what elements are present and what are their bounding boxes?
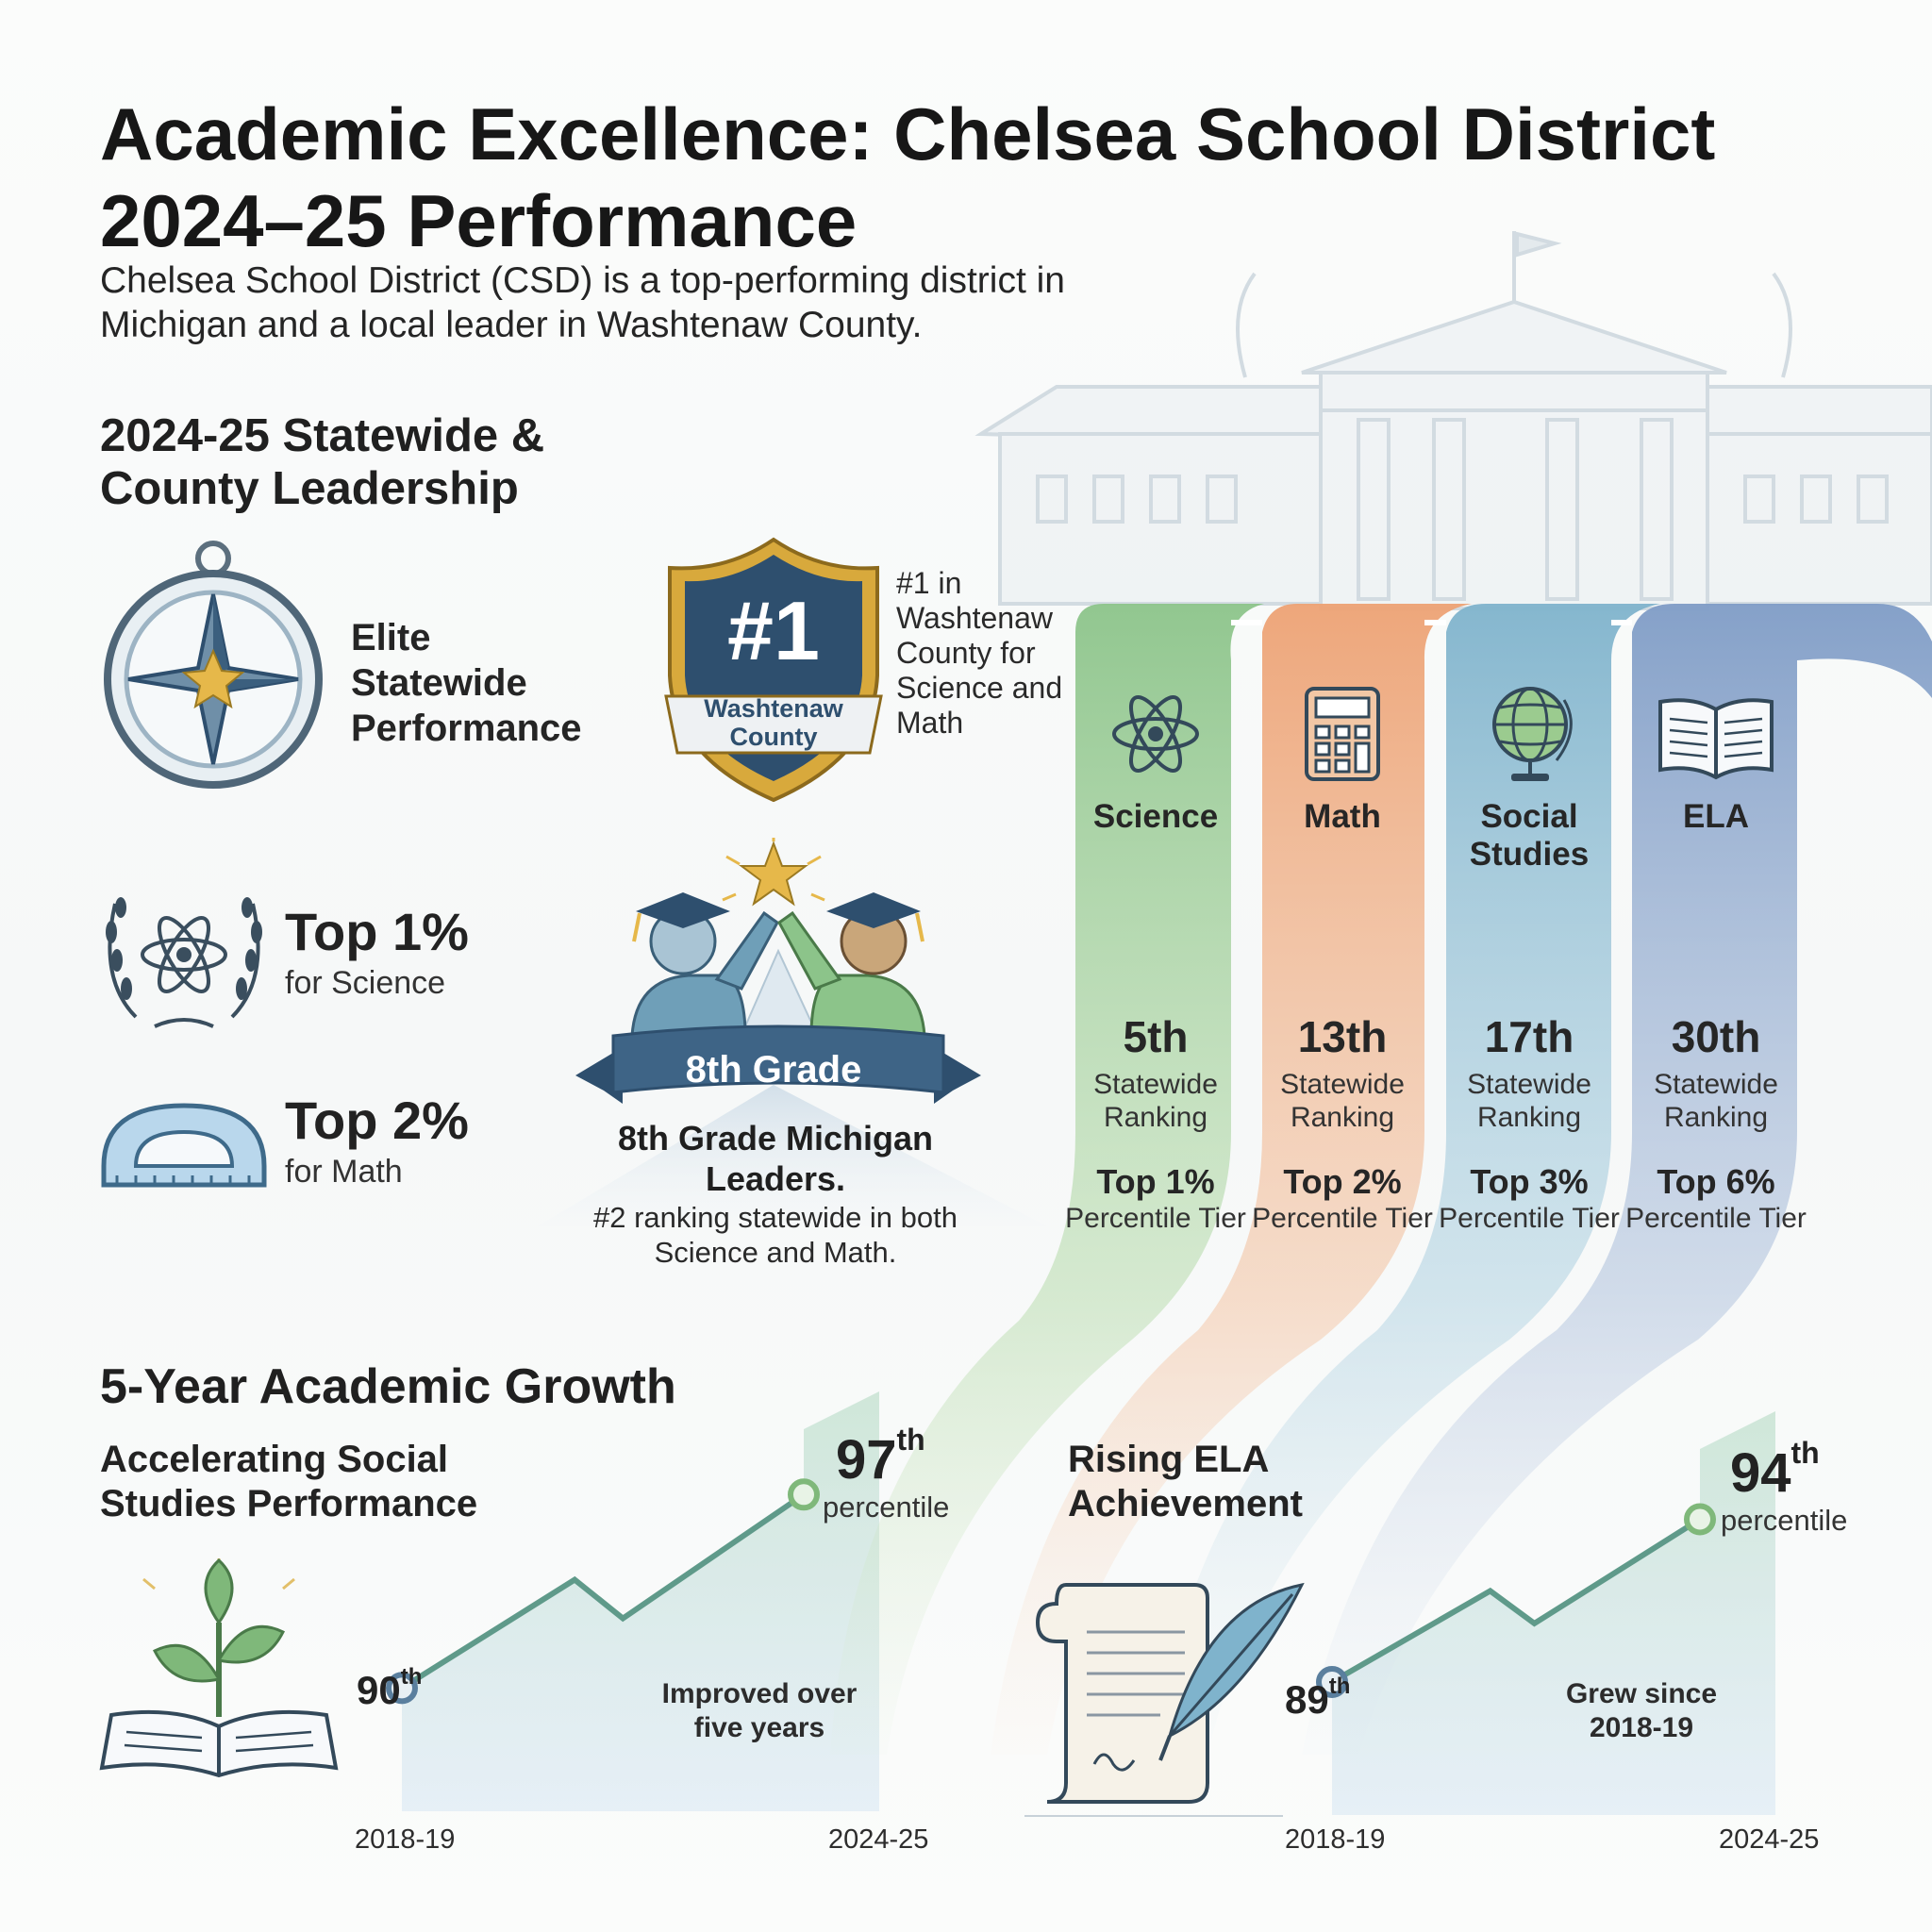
subject-rank-label: Statewide Ranking	[1654, 1069, 1778, 1133]
subject-tier-label: Percentile Tier	[1625, 1203, 1807, 1234]
grade8-subtitle: #2 ranking statewide in both Science and Math.	[592, 1201, 958, 1269]
ela-note: Grew since 2018-19	[1565, 1678, 1718, 1743]
intro-text: Chelsea School District (CSD) is a top-performing district in Michigan and a local leader in Washtenaw County.	[100, 260, 1065, 345]
social-studies-x-start: 2018-19	[355, 1824, 456, 1855]
social-studies-line	[402, 1494, 804, 1688]
ela-end-point	[1687, 1507, 1713, 1533]
subject-tier: Top 1%	[1096, 1162, 1215, 1201]
badge-side-text: #1 in Washtenaw County for Science and Math	[896, 566, 1063, 740]
subject-rank: 13th	[1297, 1012, 1388, 1061]
growth-heading: 5-Year Academic Growth	[100, 1359, 676, 1414]
subject-name: ELA	[1683, 798, 1749, 835]
subject-name: Social Studies	[1469, 798, 1590, 873]
social-studies-x-end: 2024-25	[828, 1824, 929, 1855]
elite-performance-label: Elite Statewide Performance	[351, 617, 582, 749]
social-studies-end-label: percentile	[823, 1491, 950, 1524]
subject-name: Math	[1304, 798, 1381, 835]
subject-rank: 5th	[1123, 1012, 1189, 1061]
subject-tier: Top 2%	[1283, 1162, 1402, 1201]
ela-growth-title: Rising ELA Achievement	[1068, 1439, 1303, 1524]
subject-rank: 30th	[1671, 1012, 1761, 1061]
social-studies-end-value: 97th	[836, 1423, 925, 1491]
ela-start-value: 89th	[1285, 1674, 1351, 1722]
ela-end-label: percentile	[1721, 1504, 1848, 1537]
badge-number: #1	[727, 584, 820, 677]
ela-x-start: 2018-19	[1285, 1824, 1386, 1855]
subject-tier: Top 3%	[1470, 1162, 1589, 1201]
subject-tier-label: Percentile Tier	[1065, 1203, 1246, 1234]
top-science-value: Top 1%	[285, 902, 469, 961]
social-studies-end-point	[791, 1481, 817, 1507]
social-studies-growth-title: Accelerating Social Studies Performance	[100, 1439, 478, 1524]
social-studies-start-value: 90th	[357, 1664, 423, 1712]
social-studies-note: Improved over five years	[661, 1678, 858, 1743]
subject-tier-label: Percentile Tier	[1439, 1203, 1620, 1234]
subject-rank-label: Statewide Ranking	[1280, 1069, 1405, 1133]
ela-line	[1332, 1520, 1700, 1683]
grade8-ribbon-text: 8th Grade	[685, 1049, 862, 1091]
top-science-label: for Science	[285, 965, 446, 1001]
subject-rank: 17th	[1484, 1012, 1574, 1061]
top-math-value: Top 2%	[285, 1091, 469, 1150]
subject-name: Science	[1092, 798, 1219, 835]
page-title: Academic Excellence: Chelsea School District 2024–25 Performance	[100, 92, 1716, 262]
subject-rank-label: Statewide Ranking	[1467, 1069, 1591, 1133]
ela-end-value: 94th	[1730, 1436, 1820, 1504]
grade8-title: 8th Grade Michigan Leaders.	[617, 1119, 934, 1198]
top-math-label: for Math	[285, 1154, 403, 1190]
subject-rank-label: Statewide Ranking	[1093, 1069, 1218, 1133]
badge-banner-text: Washtenaw County	[704, 694, 843, 751]
subject-tier: Top 6%	[1657, 1162, 1775, 1201]
ela-x-end: 2024-25	[1719, 1824, 1820, 1855]
leadership-heading: 2024-25 Statewide & County Leadership	[100, 410, 545, 514]
subject-tier-label: Percentile Tier	[1252, 1203, 1433, 1234]
